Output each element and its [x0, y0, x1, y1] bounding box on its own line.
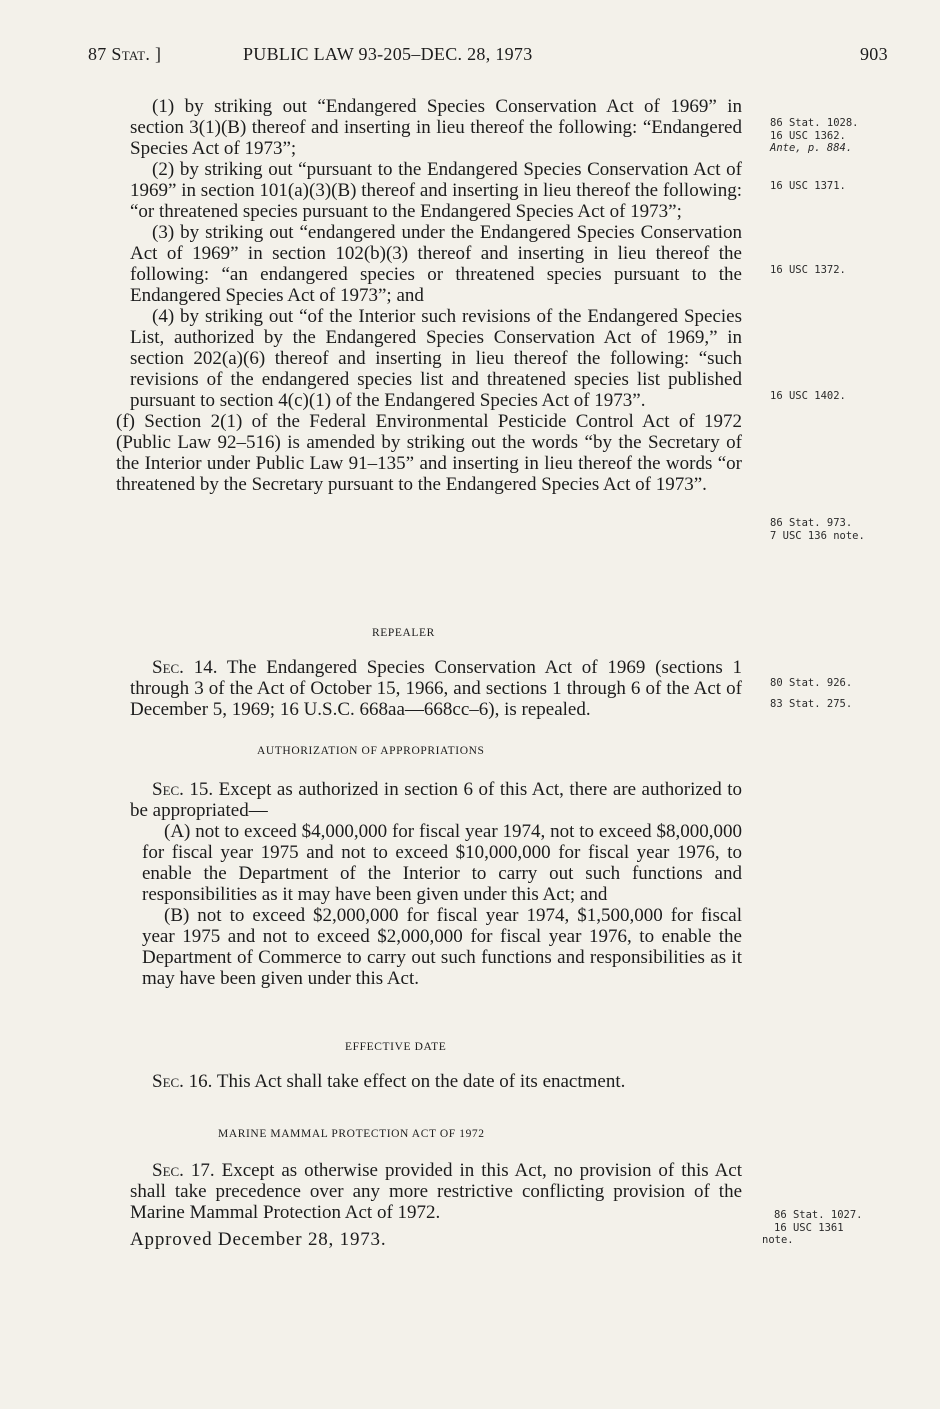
header-title: PUBLIC LAW 93-205–DEC. 28, 1973	[243, 44, 533, 64]
section-16-label: Sec. 16.	[152, 1071, 213, 1092]
section-15	[130, 779, 742, 989]
section-17	[130, 1160, 742, 1250]
section-17-label: Sec. 17.	[152, 1160, 215, 1181]
paragraph-4: (4) by striking out “of the Interior such revisions of the Endangered Species List, authorized by the Endangered Species Conservation Act of 1969,” in section 202(a)(6) thereof and inserting in lieu thereof the following: “such revisions of the endangered species list and threatened species list published pursuant to section 4(c)(1) of the Endangered Species Act of 1973”.	[130, 306, 742, 411]
item-a: (A) not to exceed $4,000,000 for fiscal year 1974, not to exceed $8,000,000 for fiscal year 1975 and not to exceed $10,000,000 for fiscal year 1976, to enable the Department of the Interior to carry out such functions and responsibilities as it may have been given under this Act; and	[142, 821, 742, 905]
item-b: (B) not to exceed $2,000,000 for fiscal year 1974, $1,500,000 for fiscal year 1975 and not to exceed $2,000,000 for fiscal year 1976, to enable the Department of Commerce to carry out such functions and responsibilities as it may have been given under this Act.	[142, 905, 742, 989]
section-16-text: This Act shall take effect on the date of its enactment.	[212, 1071, 626, 1092]
appropriations-heading: AUTHORIZATION OF APPROPRIATIONS	[257, 745, 485, 757]
section-16	[130, 1071, 742, 1092]
page-number: 903	[860, 44, 888, 64]
section-15-label: Sec. 15.	[152, 779, 214, 800]
effective-date-heading: EFFECTIVE DATE	[345, 1041, 447, 1053]
section-14	[130, 657, 742, 720]
repealer-heading: REPEALER	[372, 627, 435, 639]
paragraph-f: (f) Section 2(1) of the Federal Environmental Pesticide Control Act of 1972 (Public Law 92–516) is amended by striking out the words “by the Secretary of the Interior under Public Law 91–135” and inserting in lieu thereof the words “or threatened by the Secretary pursuant to the Endangered Species Act of 1973”.	[116, 411, 742, 495]
amendments-block	[116, 96, 742, 495]
margin-note-1: 86 Stat. 1028. 16 USC 1362. Ante, p. 884.	[770, 117, 859, 154]
paragraph-3: (3) by striking out “endangered under the Endangered Species Conservation Act of 1969” in section 102(b)(3) thereof and inserting in lieu thereof the following: “an endangered species or threatened species pursuant to the Endangered Species Act of 1973”; and	[130, 222, 742, 306]
approval-line: Approved December 28, 1973.	[130, 1229, 387, 1250]
section-15-text: Except as authorized in section 6 of this Act, there are authorized to be appropriated—	[130, 779, 743, 821]
margin-note-5: 86 Stat. 973. 7 USC 136 note.	[770, 517, 865, 542]
section-14-text: The Endangered Species Conservation Act of 1969 (sections 1 through 3 of the Act of October 15, 1966, and sections 1 through 6 of the Act of December 5, 1969; 16 U.S.C. 668aa—668cc–6), is repealed.	[130, 657, 742, 720]
paragraph-1: (1) by striking out “Endangered Species Conservation Act of 1969” in section 3(1)(B) thereof and inserting in lieu thereof the following: “Endangered Species Act of 1973”;	[130, 96, 742, 159]
section-17-text: Except as otherwise provided in this Act, no provision of this Act shall take precedence over any more restrictive conflicting provision of the Marine Mammal Protection Act of 1972.	[130, 1160, 743, 1223]
margin-note-2: 16 USC 1371.	[770, 180, 846, 192]
header-stat-citation: 87 Stat. ]	[88, 44, 162, 64]
section-14-label: Sec. 14.	[152, 657, 218, 678]
margin-note-4: 16 USC 1402.	[770, 390, 846, 402]
margin-note-7: 83 Stat. 275.	[770, 698, 853, 710]
paragraph-2: (2) by striking out “pursuant to the Endangered Species Conservation Act of 1969” in section 101(a)(3)(B) thereof and inserting in lieu thereof the following: “or threatened species pursuant to the Endangered Species Act of 1973”;	[130, 159, 742, 222]
marine-mammal-heading: MARINE MAMMAL PROTECTION ACT OF 1972	[218, 1128, 485, 1140]
margin-note-6: 80 Stat. 926.	[770, 677, 853, 689]
margin-note-3: 16 USC 1372.	[770, 264, 846, 276]
margin-note-8: 86 Stat. 1027. 16 USC 1361 note.	[762, 1209, 863, 1246]
